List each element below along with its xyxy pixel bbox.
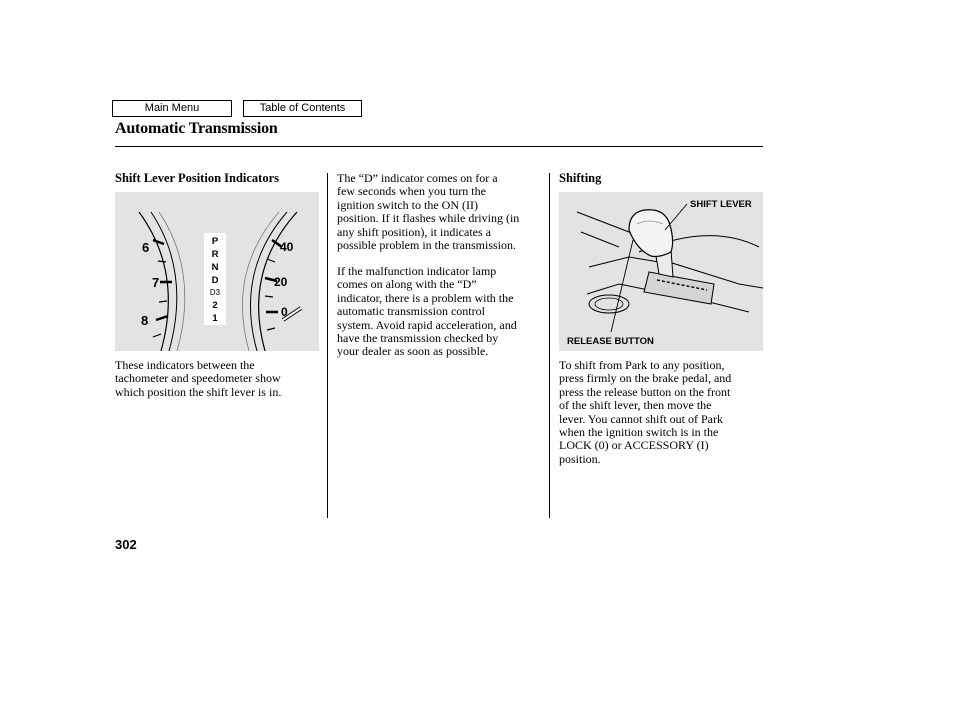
speedo-number-20: 20 [274, 275, 288, 289]
tach-number-8: 8 [141, 313, 149, 328]
shift-lever-callout-line [665, 204, 687, 230]
indicator-caption: These indicators between the tachometer and speedometer show which position the shift lever is in. [115, 358, 282, 399]
table-of-contents-button[interactable]: Table of Contents [243, 100, 362, 117]
title-divider [115, 146, 763, 147]
tach-number-7: 7 [152, 275, 160, 290]
shift-lever-callout: SHIFT LEVER [690, 199, 752, 210]
tach-number-6: 6 [142, 240, 150, 255]
instrument-cluster-illustration [115, 192, 319, 351]
speedo-minor-ticks [265, 259, 275, 330]
console-edge-left [581, 232, 619, 247]
shift-lever-knob [629, 210, 673, 257]
column-divider-1 [327, 173, 328, 518]
gear-n: N [211, 262, 219, 273]
malfunction-paragraph: If the malfunction indicator lamp comes on along with the “D” indicator, there is a problem with the automatic transmission control system. Avoid rapid acceleration, and have the transmission checked by your dealer as soon as possible. [337, 264, 517, 359]
gauge-drawing [115, 192, 319, 351]
gear-d: D [211, 275, 219, 286]
shift-indicators-heading: Shift Lever Position Indicators [115, 171, 280, 185]
column-divider-2 [549, 173, 550, 518]
shifting-paragraph: To shift from Park to any position, press firmly on the brake pedal, and press the release button on the front of the shift lever, then move the lever. You cannot shift out of Park when the ignition switch is in the LOCK (0) or ACCESSORY (I) position. [559, 358, 732, 466]
shifting-heading: Shifting [559, 171, 602, 185]
page-title: Automatic Transmission [115, 120, 278, 137]
gear-p: P [211, 236, 219, 247]
gear-d3: D3 [209, 288, 221, 297]
shift-lever-drawing [559, 192, 763, 351]
main-menu-button[interactable]: Main Menu [112, 100, 232, 117]
tach-minor-ticks [153, 261, 167, 337]
release-button-callout: RELEASE BUTTON [567, 336, 654, 347]
gear-r: R [211, 249, 219, 260]
gear-1: 1 [212, 313, 218, 324]
speedo-number-0: 0 [281, 305, 288, 319]
console-edge-mid [589, 257, 659, 267]
gear-2: 2 [212, 300, 218, 311]
speedo-number-40: 40 [280, 240, 294, 254]
d-indicator-paragraph: The “D” indicator comes on for a few seconds when you turn the ignition switch to the ON (II) position. If it flashes while driving (in any shift position), it indicates a possible problem in the transmission. [337, 171, 520, 253]
shift-gate-plate [644, 272, 714, 304]
shift-lever-illustration [559, 192, 763, 351]
page-number: 302 [115, 537, 137, 552]
